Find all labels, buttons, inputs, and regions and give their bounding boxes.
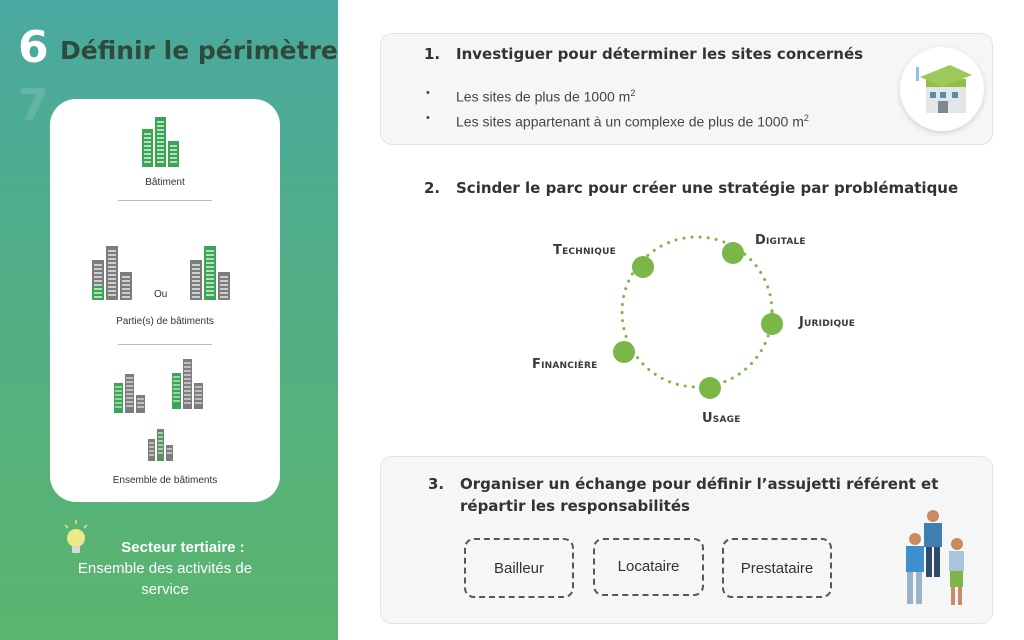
party-locataire: Locataire xyxy=(593,538,704,596)
page-title: Définir le périmètre xyxy=(60,36,338,65)
section-3-number: 3. xyxy=(428,475,445,493)
section-3-heading xyxy=(428,473,938,517)
divider xyxy=(118,344,212,345)
section-3-title-line2: répartir les responsabilités xyxy=(460,497,690,515)
sector-definition xyxy=(60,537,270,600)
building-set-icon xyxy=(110,359,222,464)
party-prestataire: Prestataire xyxy=(722,538,832,598)
node-digitale xyxy=(722,242,744,264)
sector-title: Secteur tertiaire : xyxy=(121,539,245,556)
node-technique xyxy=(632,256,654,278)
divider xyxy=(118,200,212,201)
label-juridique: Juridique xyxy=(799,315,856,330)
node-juridique xyxy=(761,313,783,335)
problem-cycle-diagram xyxy=(600,230,790,405)
step-number: 6 xyxy=(18,22,49,73)
sector-text-line1: Ensemble des activités de xyxy=(77,560,253,577)
party-bailleur: Bailleur xyxy=(464,538,574,598)
label-digitale: Digitale xyxy=(755,233,806,248)
node-usage xyxy=(699,377,721,399)
building-icon xyxy=(142,117,182,167)
section-2-number: 2. xyxy=(424,179,441,197)
building-icon-circle xyxy=(900,47,984,131)
section-2-heading xyxy=(424,179,958,197)
building-label: Bâtiment xyxy=(145,177,185,188)
section-2-title: Scinder le parc pour créer une stratégie par problématique xyxy=(456,179,959,197)
building-part-icon-alt xyxy=(190,246,232,300)
label-technique: Technique xyxy=(553,243,616,258)
or-label: Ou xyxy=(154,289,168,300)
section-1-heading xyxy=(424,45,863,63)
node-financiere xyxy=(613,341,635,363)
people-icon xyxy=(895,505,975,610)
sector-text-line2: service xyxy=(141,581,189,598)
list-item: • Les sites appartenant à un complexe de plus de 1000 $m^2$ xyxy=(426,108,809,133)
left-panel xyxy=(0,0,338,640)
label-usage: Usage xyxy=(702,411,741,426)
section-1-bullets xyxy=(426,83,809,132)
section-1-number: 1. xyxy=(424,45,441,63)
section-1-title: Investiguer pour déterminer les sites concernés xyxy=(456,45,864,63)
section-3-title-line1: Organiser un échange pour définir l’assujetti référent et xyxy=(460,475,939,493)
list-item: • Les sites de plus de 1000 $m^2$ xyxy=(426,83,809,108)
set-label: Ensemble de bâtiments xyxy=(112,475,218,486)
building-icon xyxy=(900,47,984,131)
building-part-icon xyxy=(92,246,134,300)
next-step-number: 7 xyxy=(18,80,49,131)
parts-label: Partie(s) de bâtiments xyxy=(116,316,214,327)
label-financiere: Financière xyxy=(532,357,598,372)
scope-card xyxy=(50,99,280,502)
